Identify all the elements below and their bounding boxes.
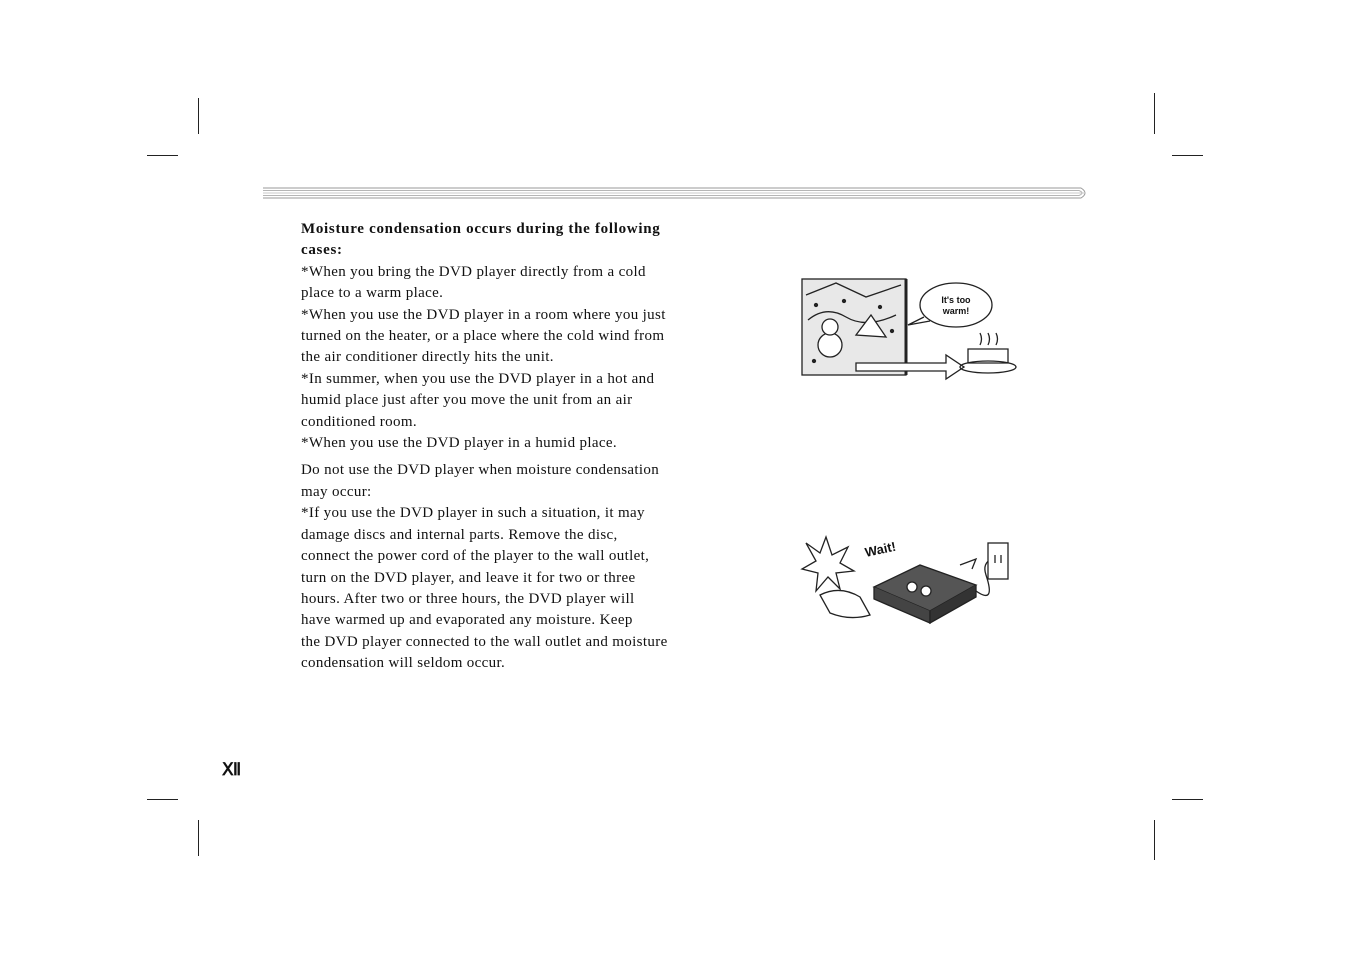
case-4-line-1: *When you use the DVD player in a humid place.	[301, 435, 618, 452]
advice-intro-line-2: may occur:	[301, 483, 372, 500]
page-number: Ⅻ	[222, 760, 240, 779]
advice-line-5: hours. After two or three hours, the DVD player will	[301, 590, 635, 607]
bubble-text-line-1: It's too	[941, 295, 971, 305]
crop-mark-bottom-right-horizontal	[1172, 799, 1203, 800]
case-3-line-3: conditioned room.	[301, 413, 417, 430]
advice-line-3: connect the power cord of the player to the wall outlet,	[301, 548, 650, 565]
crop-mark-bottom-left-horizontal	[147, 799, 178, 800]
crop-mark-bottom-left-vertical	[198, 820, 199, 856]
crop-mark-top-left-horizontal	[147, 155, 178, 156]
bubble-text-line-2: warm!	[942, 306, 970, 316]
advice-line-7: the DVD player connected to the wall outlet and moisture	[301, 633, 668, 650]
case-3-line-2: humid place just after you move the unit from an air	[301, 392, 633, 409]
cold-to-warm-illustration	[796, 275, 1018, 387]
case-1-line-2: place to a warm place.	[301, 285, 444, 302]
advice-line-8: condensation will seldom occur.	[301, 655, 506, 672]
case-2-line-1: *When you use the DVD player in a room where you just	[301, 306, 666, 323]
advice-line-1: *If you use the DVD player in such a situation, it may	[301, 505, 645, 522]
case-3-line-1: *In summer, when you use the DVD player in a hot and	[301, 370, 655, 387]
case-2-line-3: the air conditioner directly hits the unit.	[301, 349, 554, 366]
crop-mark-top-right-vertical	[1154, 93, 1155, 134]
crop-mark-top-right-horizontal	[1172, 155, 1203, 156]
advice-intro-line-1: Do not use the DVD player when moisture condensation	[301, 462, 660, 479]
case-list	[301, 262, 693, 455]
advice-body	[301, 503, 693, 674]
section-heading-line-2: cases:	[301, 242, 343, 259]
crop-mark-bottom-right-vertical	[1154, 820, 1155, 860]
wait-plug-in-illustration	[800, 535, 1014, 627]
header-rule	[263, 186, 1091, 200]
advice-line-6: have warmed up and evaporated any moisture. Keep	[301, 612, 633, 629]
case-2-line-2: turned on the heater, or a place where the cold wind from	[301, 328, 665, 345]
advice-line-4: turn on the DVD player, and leave it for two or three	[301, 569, 636, 586]
advice-line-2: damage discs and internal parts. Remove the disc,	[301, 526, 618, 543]
moisture-condensation-section	[301, 219, 693, 675]
section-heading-line-1: Moisture condensation occurs during the following	[301, 221, 661, 237]
case-1-line-1: *When you bring the DVD player directly from a cold	[301, 263, 646, 280]
crop-mark-top-left-vertical	[198, 98, 199, 134]
wait-caption: Wait!	[863, 538, 898, 560]
